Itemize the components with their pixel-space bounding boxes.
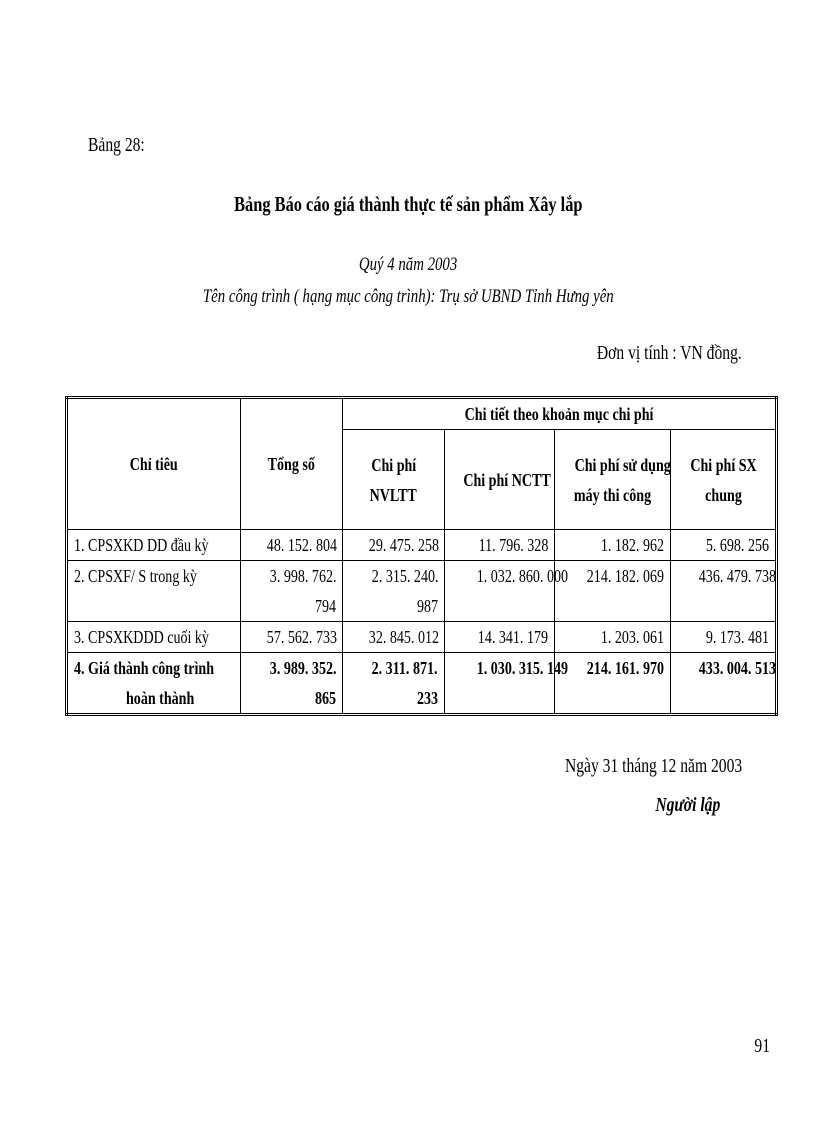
row-label: 1. CPSXKD DD đầu kỳ: [67, 530, 241, 561]
cell-machine: 1. 203. 061: [555, 622, 671, 653]
cell-machine: 1. 182. 962: [555, 530, 671, 561]
cell-ncct: 1. 032. 860. 000: [445, 561, 555, 622]
table-row: [67, 530, 777, 561]
table-label: Bảng 28:: [88, 134, 145, 156]
row-label: 4. Giá thành công trình hoàn thành: [67, 653, 241, 715]
report-title: Bảng Báo cáo giá thành thực tế sản phẩm Xây lắp: [233, 192, 583, 216]
cost-report-table: [65, 396, 778, 716]
report-date: Ngày 31 tháng 12 năm 2003: [564, 755, 742, 777]
cell-total: 57. 562. 733: [241, 622, 343, 653]
cell-ncct: 1. 030. 315. 149: [445, 653, 555, 715]
row-label: 3. CPSXKDDD cuối kỳ: [67, 622, 241, 653]
table-row-total: [67, 653, 777, 715]
row-label: 2. CPSXF/ S trong kỳ: [67, 561, 241, 622]
cell-total: 48. 152. 804: [241, 530, 343, 561]
cell-general: 9. 173. 481: [671, 622, 777, 653]
cell-nvltt: 2. 311. 871. 233: [343, 653, 445, 715]
header-ncct: Chi phí NCTT: [445, 430, 555, 530]
table-row: [67, 561, 777, 622]
header-general: Chi phí SX chung: [671, 430, 777, 530]
header-nvltt: Chi phí NVLTT: [343, 430, 445, 530]
cell-ncct: 11. 796. 328: [445, 530, 555, 561]
cell-ncct: 14. 341. 179: [445, 622, 555, 653]
cell-general: 5. 698. 256: [671, 530, 777, 561]
cell-total: 3. 998. 762. 794: [241, 561, 343, 622]
signer-label: Người lập: [655, 794, 720, 816]
cell-general: 436. 479. 738: [671, 561, 777, 622]
cell-total: 3. 989. 352. 865: [241, 653, 343, 715]
cell-machine: 214. 161. 970: [555, 653, 671, 715]
cell-nvltt: 29. 475. 258: [343, 530, 445, 561]
cell-general: 433. 004. 513: [671, 653, 777, 715]
cell-machine: 214. 182. 069: [555, 561, 671, 622]
header-indicator: Chỉ tiêu: [67, 398, 241, 530]
cell-nvltt: 2. 315. 240. 987: [343, 561, 445, 622]
cell-nvltt: 32. 845. 012: [343, 622, 445, 653]
page-number: 91: [754, 1035, 770, 1057]
header-detail-group: Chi tiết theo khoản mục chi phí: [343, 398, 777, 430]
project-name: Tên công trình ( hạng mục công trình): Trụ sở UBND Tỉnh Hưng yên: [202, 286, 614, 307]
header-machine: Chi phí sử dụng máy thi công: [555, 430, 671, 530]
currency-unit: Đơn vị tính : VN đồng.: [597, 342, 742, 364]
header-total: Tổng số: [241, 398, 343, 530]
report-quarter: Quý 4 năm 2003: [358, 254, 458, 275]
table-row: [67, 622, 777, 653]
